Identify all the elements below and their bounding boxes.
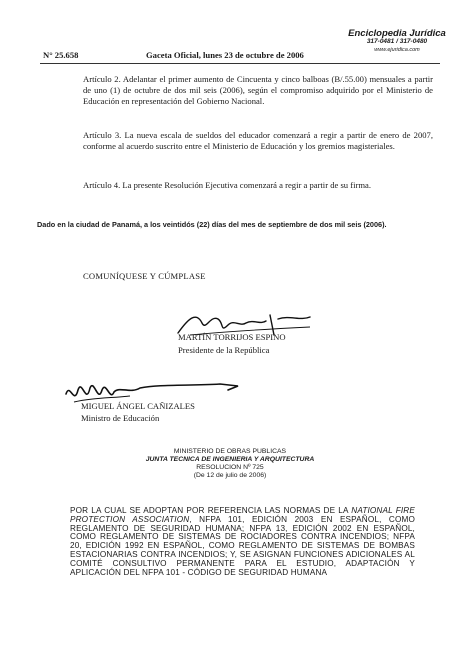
summary-part-1: POR LA CUAL SE ADOPTAN POR REFERENCIA LAS NORMAS DE LA — [70, 506, 352, 515]
minister-title: Ministro de Educación — [81, 413, 160, 423]
resolution-number: RESOLUCION Nº 725 — [196, 464, 264, 471]
president-name: MARTÍN TORRIJOS ESPINO — [178, 332, 286, 342]
stamp-title: Enciclopedia Jurídica — [348, 28, 446, 39]
summary-organization: NATIONAL FIRE PROTECTION ASSOCIATION — [70, 506, 415, 524]
comuniquese-heading: COMUNÍQUESE Y CÚMPLASE — [83, 271, 206, 281]
resolution-date: (De 12 de julio de 2006) — [193, 472, 267, 479]
president-title: Presidente de la República — [178, 345, 270, 355]
summary-part-2: , NFPA 101, EDICIÓN 2003 EN ESPAÑOL, COMO REGLAMENTO DE SEGURIDAD HUMANA; NFPA 13, EDICIÓN 2002 EN ESPAÑOL, COMO REGLAMENTO DE SISTEMAS DE ROCIADORES CONTRA INCENDIOS; NFPA 20, EDICIÓN 1992 EN ESPAÑOL, COMO REGLAMENTO DE SISTEMAS DE BOMBAS ESTACIONARIAS CONTRA INCENDIOS; Y, SE ASIGNAN FUNCIONES ADICIONALES AL COMITÉ CONSULTIVO PERMANENTE PARA EL ESTUDIO, ADAPTACIÓN Y APLICACIÓN DEL NFPA 101 - CÓDIGO DE SEGURIDAD HUMANA — [70, 514, 415, 577]
article-2: Artículo 2. Adelantar el primer aumento de Cincuenta y cinco balboas (B/.55.00) mensuales a partir de uno (1) de octubre de dos mil seis (2006), según el compromiso adquirido por el Ministerio de Educación en representación del Gobierno Nacional. — [83, 74, 433, 106]
given-in-statement: Dado en la ciudad de Panamá, a los veintidós (22) días del mes de septiembre de dos mil seis (2006). — [37, 220, 387, 229]
publisher-stamp — [348, 30, 446, 54]
board-heading: JUNTA TECNICA DE INGENIERIA Y ARQUITECTURA — [145, 456, 315, 463]
header-rule — [40, 63, 440, 64]
minister-name: MIGUEL ÁNGEL CAÑIZALES — [81, 401, 195, 411]
gazette-date-header: Gaceta Oficial, lunes 23 de octubre de 2006 — [146, 50, 304, 60]
stamp-website: www.ejuridica.com — [374, 47, 420, 53]
stamp-phones: 317-0481 / 317-0480 — [366, 38, 428, 45]
ministry-heading: MINISTERIO DE OBRAS PUBLICAS — [173, 448, 287, 455]
article-3: Artículo 3. La nueva escala de sueldos del educador comenzará a regir a partir de enero de 2007, conforme al acuerdo suscrito entre el Ministerio de Educación y los gremios magisteriales. — [83, 130, 433, 151]
resolution-summary — [70, 507, 415, 577]
article-4: Artículo 4. La presente Resolución Ejecutiva comenzará a regir a partir de su firma. — [83, 180, 372, 190]
gazette-number: N° 25.658 — [43, 50, 79, 60]
